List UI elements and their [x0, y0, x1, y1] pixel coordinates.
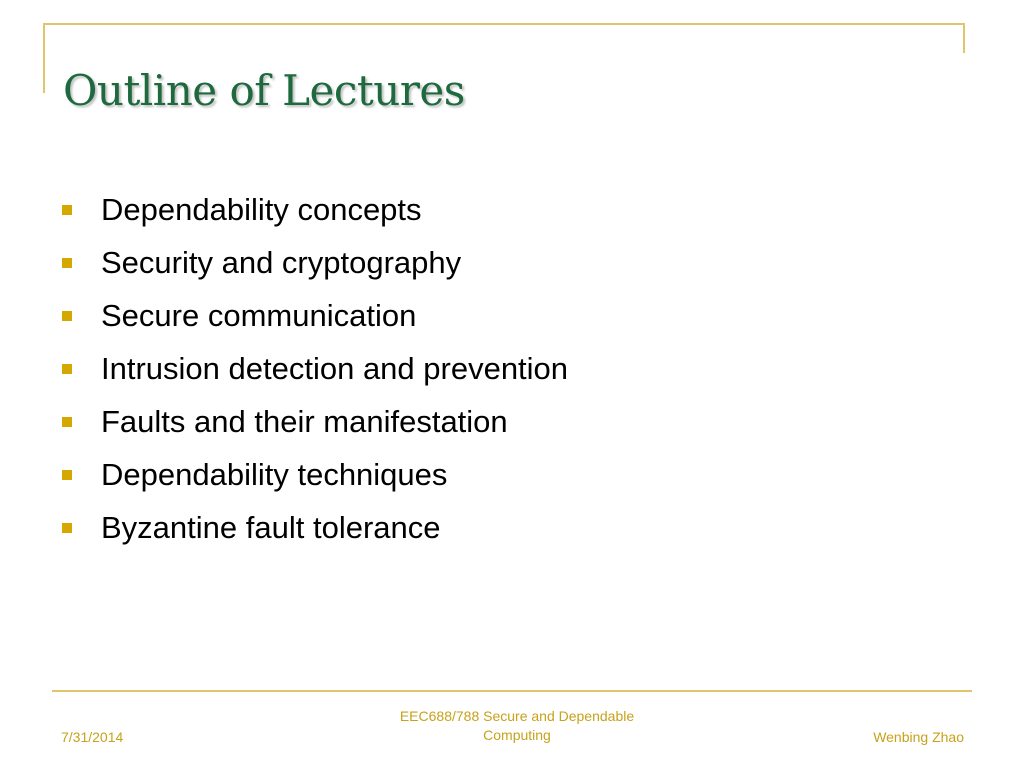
footer-course-title — [362, 707, 672, 745]
bullet-item — [62, 289, 568, 342]
bullet-text: Secure communication — [101, 297, 417, 333]
square-bullet-icon — [62, 470, 72, 480]
footer-date: 7/31/2014 — [61, 729, 124, 745]
bullet-item — [62, 342, 568, 395]
square-bullet-icon — [62, 364, 72, 374]
frame-top-line — [43, 23, 965, 25]
square-bullet-icon — [62, 417, 72, 427]
square-bullet-icon — [62, 258, 72, 268]
bullet-item — [62, 183, 568, 236]
square-bullet-icon — [62, 523, 72, 533]
bullet-text: Faults and their manifestation — [101, 403, 508, 439]
bullet-text: Byzantine fault tolerance — [101, 509, 441, 545]
footer-course-line1: EEC688/788 Secure and Dependable — [399, 708, 635, 724]
bullet-item — [62, 395, 568, 448]
frame-left-line — [43, 23, 45, 93]
bullet-item — [62, 236, 568, 289]
footer-course-line2: Computing — [483, 727, 551, 743]
frame-right-line — [963, 23, 965, 53]
bullet-text: Dependability concepts — [101, 191, 422, 227]
footer-divider — [52, 690, 972, 692]
bullet-list — [62, 183, 568, 554]
bullet-text: Dependability techniques — [101, 456, 448, 492]
bullet-text: Security and cryptography — [101, 244, 462, 280]
footer-author: Wenbing Zhao — [873, 729, 964, 745]
bullet-item — [62, 448, 568, 501]
bullet-item — [62, 501, 568, 554]
square-bullet-icon — [62, 205, 72, 215]
slide-title: Outline of Lectures — [63, 66, 465, 115]
square-bullet-icon — [62, 311, 72, 321]
bullet-text: Intrusion detection and prevention — [101, 350, 569, 386]
